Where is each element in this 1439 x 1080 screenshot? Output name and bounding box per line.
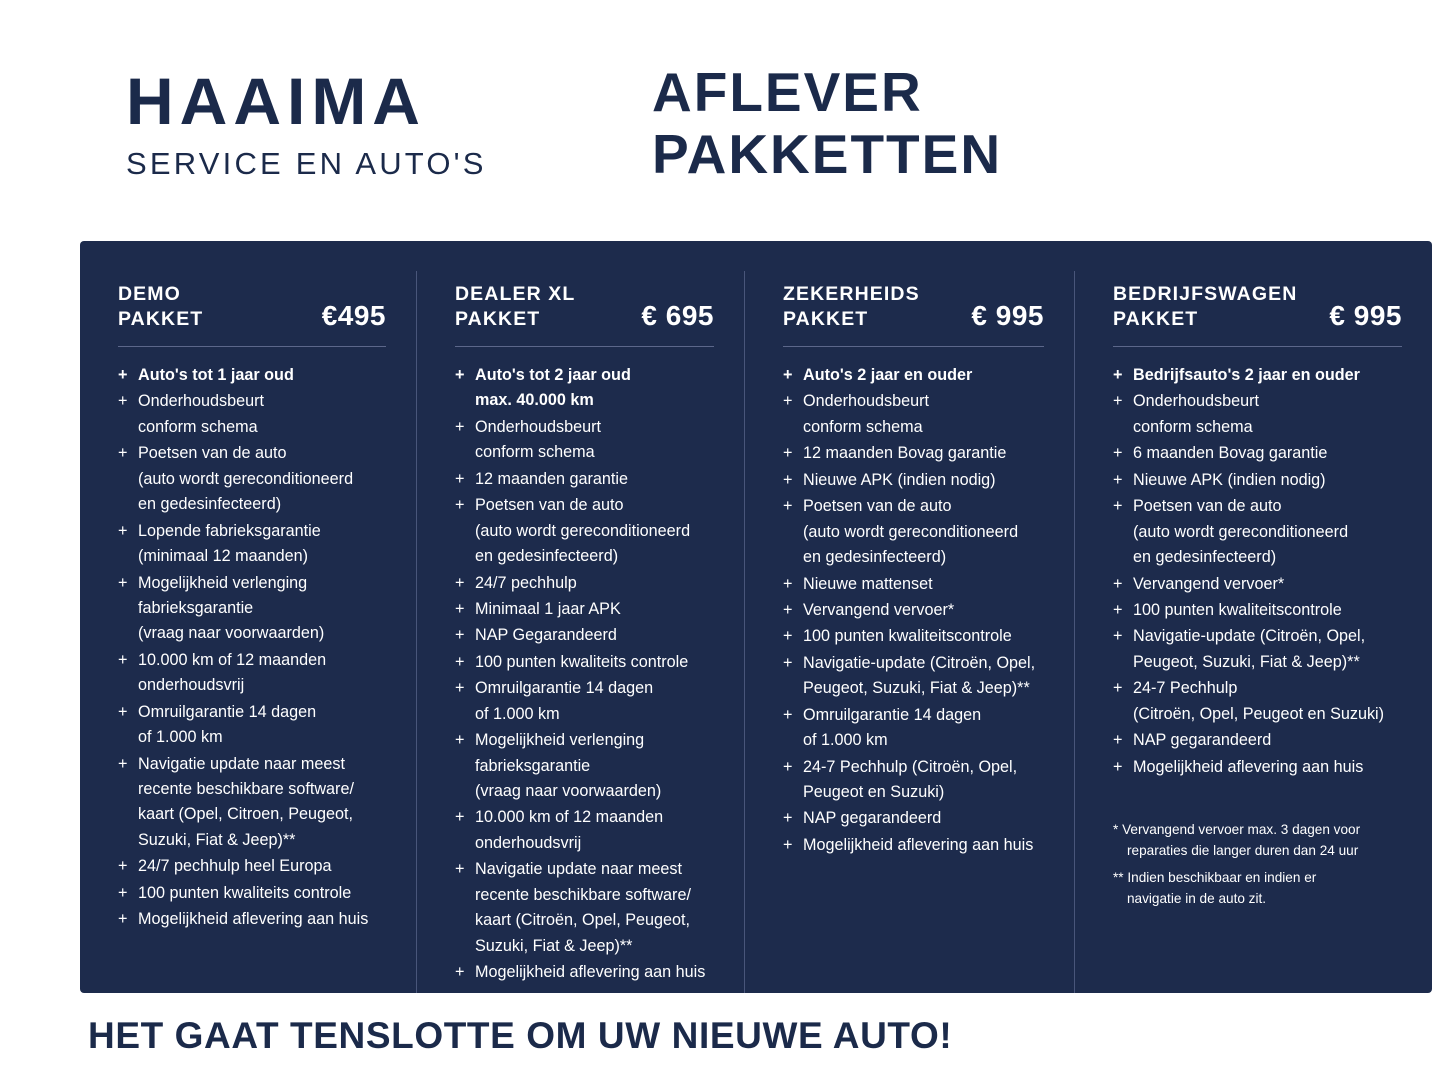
feature-text-line: 12 maanden Bovag garantie — [803, 444, 1007, 463]
plus-icon: + — [1113, 366, 1123, 384]
package-header — [1113, 271, 1410, 333]
feature-item — [783, 389, 1052, 440]
feature-text-line: Auto's tot 1 jaar oud — [138, 366, 294, 384]
feature-item — [455, 571, 722, 596]
feature-text-line: Onderhoudsbeurt — [803, 392, 929, 411]
plus-icon: + — [118, 366, 128, 384]
feature-text-line: 24/7 pechhulp heel Europa — [138, 857, 332, 876]
plus-icon: + — [455, 626, 465, 645]
feature-text-line: Mogelijkheid aflevering aan huis — [475, 963, 706, 982]
feature-text-line: Nieuwe APK (indien nodig) — [803, 470, 996, 489]
footnote-marker: ** — [1113, 869, 1128, 885]
feature-item — [455, 363, 722, 414]
feature-item — [1113, 441, 1410, 466]
package-name-line2: PAKKET — [118, 308, 204, 331]
divider — [783, 346, 1044, 347]
feature-item — [455, 597, 722, 622]
feature-text-line: Onderhoudsbeurt — [138, 392, 264, 411]
feature-text-line: Poetsen van de auto — [138, 444, 287, 463]
package-header — [783, 271, 1052, 333]
feature-text-line: Bedrijfsauto's 2 jaar en ouder — [1133, 366, 1360, 384]
plus-icon: + — [1113, 731, 1123, 750]
feature-text-line: 100 punten kwaliteitscontrole — [1133, 600, 1342, 619]
brand-logo — [126, 64, 606, 181]
feature-item — [1113, 363, 1410, 388]
package-name — [118, 282, 203, 333]
feature-text-line: Minimaal 1 jaar APK — [475, 599, 621, 618]
plus-icon: + — [783, 600, 793, 619]
plus-icon: + — [118, 857, 128, 876]
page-title-line1: AFLEVER — [652, 61, 923, 123]
plus-icon: + — [783, 705, 793, 724]
page-title-line2: PAKKETTEN — [652, 122, 1003, 185]
feature-text-line: (auto wordt gereconditioneerd — [1133, 522, 1349, 541]
feature-text-line: fabrieksgarantie — [475, 756, 591, 775]
feature-text-line: (auto wordt gereconditioneerd — [475, 521, 691, 540]
feature-item — [783, 494, 1052, 570]
plus-icon: + — [1113, 600, 1123, 619]
feature-text-line: en gedesinfecteerd) — [475, 547, 619, 566]
package-price: € 695 — [641, 300, 714, 331]
feature-text-line: Omruilgarantie 14 dagen — [475, 679, 654, 698]
footnote — [1113, 867, 1410, 909]
footnote-line1: Indien beschikbaar en indien er — [1127, 869, 1317, 885]
divider — [118, 346, 386, 347]
feature-text-line: Peugeot en Suzuki) — [803, 783, 945, 801]
feature-item — [783, 806, 1052, 831]
feature-item — [783, 441, 1052, 466]
feature-text-line: en gedesinfecteerd) — [803, 548, 947, 567]
plus-icon: + — [118, 650, 128, 669]
footnote-line1: Vervangend vervoer max. 3 dagen voor — [1122, 821, 1361, 837]
feature-text-line: Navigatie-update (Citroën, Opel, — [803, 653, 1036, 672]
divider — [1113, 346, 1402, 347]
plus-icon: + — [783, 835, 793, 854]
plus-icon: + — [783, 470, 793, 489]
feature-text-line: of 1.000 km — [803, 731, 888, 750]
feature-item — [783, 572, 1052, 597]
feature-item — [455, 467, 722, 492]
plus-icon: + — [783, 497, 793, 516]
feature-item — [118, 881, 394, 906]
package-feature-list — [783, 363, 1052, 858]
package-name — [783, 282, 920, 333]
plus-icon: + — [118, 521, 128, 540]
package-feature-list — [455, 363, 722, 986]
brand-name: HAAIMA — [126, 64, 426, 138]
feature-text-line: onderhoudsvrij — [475, 833, 582, 852]
plus-icon: + — [1113, 444, 1123, 463]
package-name-line2: PAKKET — [783, 308, 869, 331]
page-title — [652, 62, 1002, 185]
feature-text-line: conform schema — [138, 417, 258, 436]
feature-item — [455, 805, 722, 856]
feature-text-line: conform schema — [475, 443, 595, 462]
feature-item — [118, 571, 394, 647]
plus-icon: + — [783, 366, 793, 384]
plus-icon: + — [455, 731, 465, 750]
feature-text-line: Lopende fabrieksgarantie — [138, 521, 321, 540]
feature-text-line: Omruilgarantie 14 dagen — [803, 705, 982, 724]
package-column-zekerheids — [744, 271, 1074, 993]
package-name-line2: PAKKET — [455, 308, 541, 331]
plus-icon: + — [1113, 392, 1123, 411]
feature-text-line: en gedesinfecteerd) — [1133, 548, 1277, 567]
feature-item — [455, 493, 722, 569]
plus-icon: + — [1113, 574, 1123, 593]
plus-icon: + — [783, 757, 793, 776]
plus-icon: + — [783, 392, 793, 411]
feature-item — [783, 651, 1052, 702]
feature-item — [1113, 755, 1410, 780]
plus-icon: + — [1113, 497, 1123, 516]
feature-item — [1113, 572, 1410, 597]
package-name-line2: PAKKET — [1113, 308, 1199, 331]
feature-text-line: of 1.000 km — [475, 704, 560, 723]
plus-icon: + — [118, 883, 128, 902]
feature-text-line: Mogelijkheid verlenging — [475, 731, 645, 750]
package-name-line1: BEDRIJFSWAGEN — [1113, 282, 1298, 305]
feature-text-line: kaart (Opel, Citroen, Peugeot, — [138, 805, 354, 824]
footer-slogan: HET GAAT TENSLOTTE OM UW NIEUWE AUTO! — [88, 1015, 953, 1056]
package-name-line1: DEALER XL — [455, 282, 576, 305]
feature-item — [118, 752, 394, 854]
feature-text-line: Navigatie update naar meest — [475, 860, 682, 879]
feature-text-line: 10.000 km of 12 maanden — [138, 650, 327, 669]
package-price: € 995 — [971, 300, 1044, 331]
plus-icon: + — [455, 808, 465, 827]
feature-item — [783, 624, 1052, 649]
feature-text-line: Navigatie update naar meest — [138, 754, 345, 773]
feature-text-line: Vervangend vervoer* — [803, 600, 955, 619]
feature-item — [455, 728, 722, 804]
footnote — [1113, 819, 1410, 861]
feature-item — [1113, 624, 1410, 675]
feature-item — [1113, 468, 1410, 493]
plus-icon: + — [455, 963, 465, 982]
feature-text-line: Poetsen van de auto — [475, 496, 624, 515]
feature-text-line: recente beschikbare software/ — [475, 885, 691, 904]
plus-icon: + — [1113, 679, 1123, 698]
feature-item — [455, 650, 722, 675]
feature-item — [118, 648, 394, 699]
feature-text-line: (auto wordt gereconditioneerd — [803, 522, 1019, 541]
feature-text-line: 100 punten kwaliteitscontrole — [803, 627, 1012, 646]
feature-text-line: Omruilgarantie 14 dagen — [138, 702, 317, 721]
plus-icon: + — [455, 679, 465, 698]
plus-icon: + — [455, 366, 465, 384]
feature-text-line: Nieuwe APK (indien nodig) — [1133, 470, 1326, 489]
feature-text-line: 24/7 pechhulp — [475, 573, 577, 592]
plus-icon: + — [455, 599, 465, 618]
feature-text-line: (minimaal 12 maanden) — [138, 547, 309, 566]
header — [0, 0, 1439, 236]
feature-item — [783, 703, 1052, 754]
feature-text-line: (vraag naar voorwaarden) — [138, 624, 325, 643]
feature-item — [783, 833, 1052, 858]
feature-text-line: NAP gegarandeerd — [803, 809, 942, 828]
feature-text-line: 6 maanden Bovag garantie — [1133, 444, 1328, 463]
feature-text-line: 24-7 Pechhulp (Citroën, Opel, — [803, 757, 1018, 776]
feature-text-line: Onderhoudsbeurt — [475, 417, 601, 436]
feature-text-line: max. 40.000 km — [475, 391, 594, 410]
plus-icon: + — [455, 573, 465, 592]
feature-text-line: Mogelijkheid aflevering aan huis — [803, 835, 1034, 854]
feature-text-line: 100 punten kwaliteits controle — [475, 652, 689, 671]
plus-icon: + — [1113, 757, 1123, 776]
feature-text-line: onderhoudsvrij — [138, 676, 245, 695]
feature-item — [118, 700, 394, 751]
package-feature-list — [1113, 363, 1410, 780]
plus-icon: + — [783, 627, 793, 646]
feature-text-line: Navigatie-update (Citroën, Opel, — [1133, 627, 1366, 646]
footnote-line2: navigatie in de auto zit. — [1127, 890, 1267, 906]
feature-text-line: of 1.000 km — [138, 728, 223, 747]
plus-icon: + — [455, 652, 465, 671]
feature-text-line: kaart (Citroën, Opel, Peugeot, — [475, 911, 691, 930]
feature-item — [455, 623, 722, 648]
plus-icon: + — [118, 910, 128, 929]
feature-item — [783, 468, 1052, 493]
plus-icon: + — [118, 392, 128, 411]
package-header — [455, 271, 722, 333]
feature-item — [783, 755, 1052, 806]
feature-text-line: recente beschikbare software/ — [138, 780, 354, 798]
feature-text-line: Nieuwe mattenset — [803, 574, 933, 593]
feature-text-line: Mogelijkheid aflevering aan huis — [1133, 757, 1364, 776]
feature-text-line: 24-7 Pechhulp — [1133, 679, 1238, 698]
feature-item — [118, 519, 394, 570]
feature-item — [1113, 598, 1410, 623]
package-header — [118, 271, 394, 333]
feature-text-line: Peugeot, Suzuki, Fiat & Jeep)** — [803, 679, 1030, 698]
package-name-line1: DEMO — [118, 282, 181, 305]
plus-icon: + — [783, 809, 793, 828]
package-feature-list — [118, 363, 394, 933]
footnotes — [1113, 819, 1410, 915]
feature-item — [118, 907, 394, 932]
package-name-line1: ZEKERHEIDS — [783, 282, 920, 305]
plus-icon: + — [455, 496, 465, 515]
feature-text-line: Onderhoudsbeurt — [1133, 392, 1259, 411]
feature-item — [455, 676, 722, 727]
plus-icon: + — [118, 754, 128, 773]
packages-panel — [80, 241, 1432, 993]
feature-text-line: Auto's 2 jaar en ouder — [803, 366, 973, 384]
feature-text-line: Mogelijkheid verlenging — [138, 573, 308, 592]
feature-text-line: Suzuki, Fiat & Jeep)** — [138, 830, 296, 849]
feature-text-line: 10.000 km of 12 maanden — [475, 808, 664, 827]
feature-item — [455, 960, 722, 985]
feature-text-line: conform schema — [1133, 417, 1253, 436]
package-column-demo — [80, 271, 416, 993]
feature-item — [118, 363, 394, 388]
footnote-line2: reparaties die langer duren dan 24 uur — [1127, 842, 1359, 858]
feature-item — [455, 415, 722, 466]
footnote-marker: * — [1113, 821, 1123, 837]
feature-item — [1113, 676, 1410, 727]
brand-tagline: SERVICE EN AUTO'S — [126, 146, 487, 181]
plus-icon: + — [455, 860, 465, 879]
plus-icon: + — [118, 702, 128, 721]
divider — [455, 346, 714, 347]
plus-icon: + — [118, 573, 128, 592]
package-price: €495 — [321, 300, 386, 331]
feature-text-line: 100 punten kwaliteits controle — [138, 883, 352, 902]
feature-item — [1113, 389, 1410, 440]
feature-item — [118, 441, 394, 517]
feature-item — [783, 598, 1052, 623]
feature-text-line: en gedesinfecteerd) — [138, 495, 282, 514]
feature-text-line: Peugeot, Suzuki, Fiat & Jeep)** — [1133, 652, 1360, 671]
feature-text-line: (vraag naar voorwaarden) — [475, 782, 662, 800]
plus-icon: + — [455, 469, 465, 488]
package-column-dealer-xl — [416, 271, 744, 993]
feature-text-line: NAP Gegarandeerd — [475, 626, 617, 645]
plus-icon: + — [118, 444, 128, 463]
plus-icon: + — [783, 574, 793, 593]
feature-item — [1113, 494, 1410, 570]
plus-icon: + — [1113, 470, 1123, 489]
package-name — [1113, 282, 1297, 333]
feature-text-line: Suzuki, Fiat & Jeep)** — [475, 936, 633, 955]
package-column-bedrijfswagen — [1074, 271, 1432, 993]
feature-text-line: (Citroën, Opel, Peugeot en Suzuki) — [1133, 704, 1385, 723]
plus-icon: + — [455, 417, 465, 436]
feature-text-line: conform schema — [803, 417, 923, 436]
feature-text-line: Mogelijkheid aflevering aan huis — [138, 910, 369, 929]
plus-icon: + — [783, 653, 793, 672]
feature-item — [455, 857, 722, 959]
feature-text-line: Vervangend vervoer* — [1133, 574, 1285, 593]
feature-text-line: Auto's tot 2 jaar oud — [475, 366, 631, 384]
package-price: € 995 — [1329, 300, 1402, 331]
feature-item — [118, 854, 394, 879]
feature-text-line: (auto wordt gereconditioneerd — [138, 469, 354, 488]
feature-item — [1113, 728, 1410, 753]
package-name — [455, 282, 575, 333]
feature-text-line: fabrieksgarantie — [138, 598, 254, 617]
feature-item — [118, 389, 394, 440]
plus-icon: + — [783, 444, 793, 463]
feature-text-line: Poetsen van de auto — [1133, 497, 1282, 516]
feature-text-line: 12 maanden garantie — [475, 469, 628, 488]
plus-icon: + — [1113, 627, 1123, 646]
feature-text-line: NAP gegarandeerd — [1133, 731, 1272, 750]
feature-item — [783, 363, 1052, 388]
feature-text-line: Poetsen van de auto — [803, 497, 952, 516]
